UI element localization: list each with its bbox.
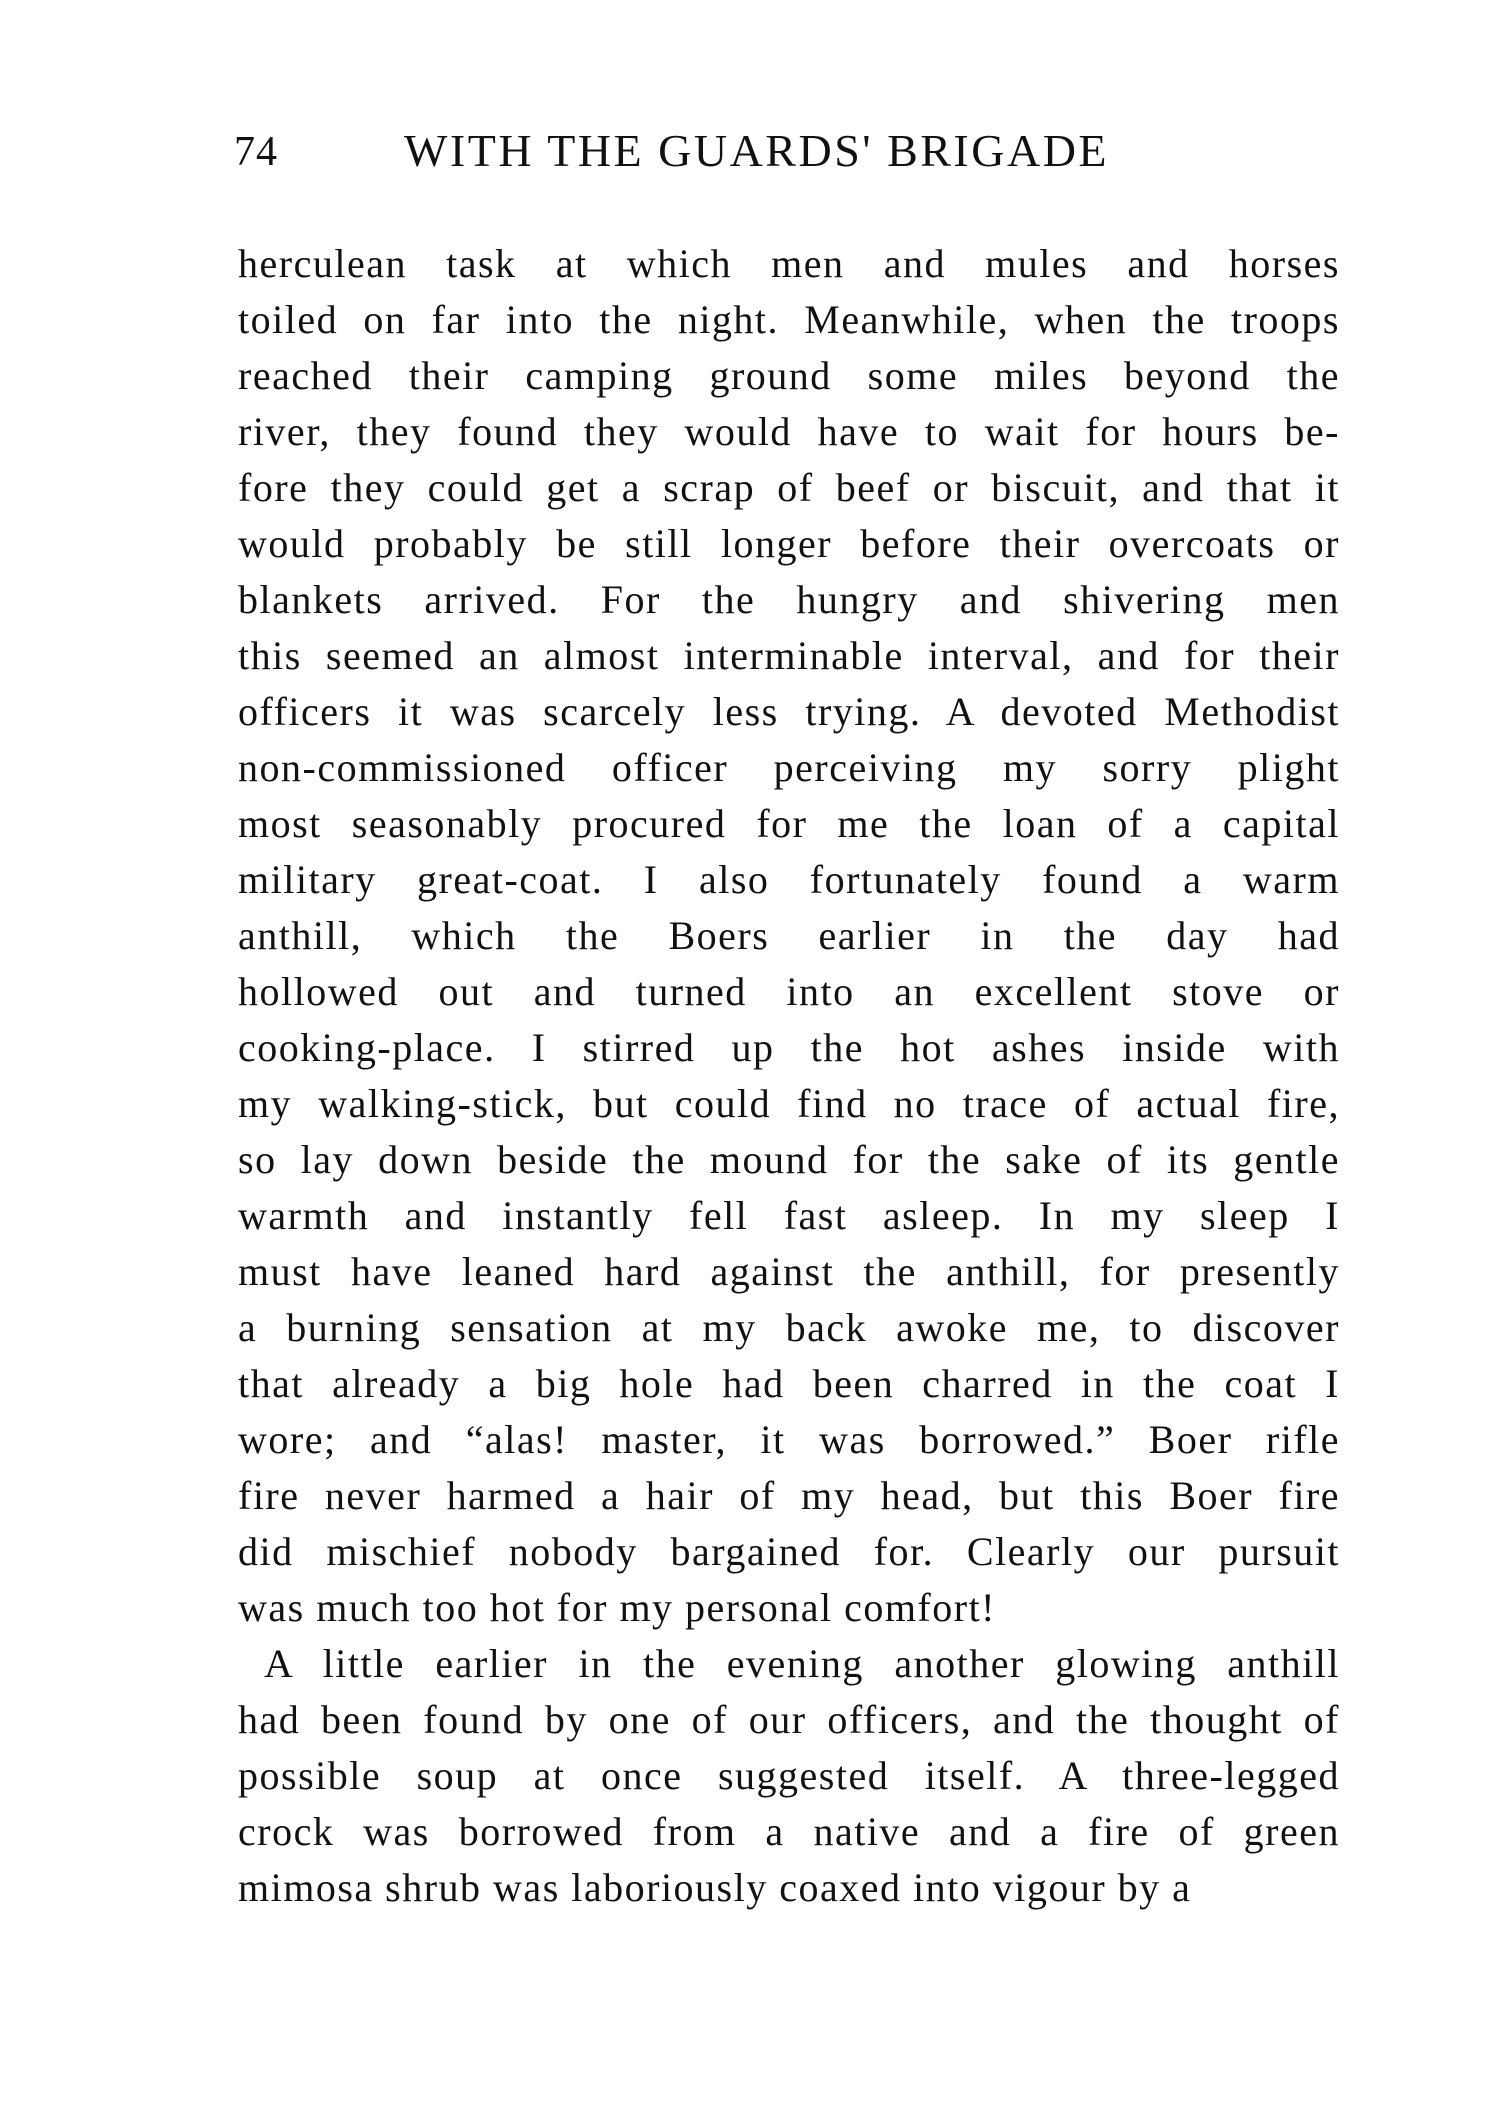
text-line: fire never harmed a hair of my head, but this Boer fire <box>238 1473 1340 1518</box>
text-line: most seasonably procured for me the loan of a capital <box>238 801 1340 846</box>
text-line: so lay down beside the mound for the sake of its gentle <box>238 1137 1340 1182</box>
text-line: possible soup at once suggested itself. A three-legged <box>238 1753 1340 1798</box>
text-line: must have leaned hard against the anthill, for presently <box>238 1249 1340 1294</box>
text-line: fore they could get a scrap of beef or biscuit, and that it <box>238 465 1340 510</box>
running-title: WITH THE GUARDS' BRIGADE <box>404 125 1110 176</box>
text-line: had been found by one of our officers, and the thought of <box>238 1697 1340 1742</box>
text-line: non-commissioned officer perceiving my sorry plight <box>238 745 1340 790</box>
text-line: my walking-stick, but could find no trace of actual fire, <box>238 1081 1340 1126</box>
text-line: that already a big hole had been charred in the coat I <box>238 1361 1340 1406</box>
text-line: herculean task at which men and mules and horses <box>238 241 1340 286</box>
text-line: would probably be still longer before their overcoats or <box>238 521 1340 566</box>
text-line: did mischief nobody bargained for. Clearly our pursuit <box>238 1529 1340 1574</box>
text-line: cooking-place. I stirred up the hot ashes inside with <box>238 1025 1340 1070</box>
page-header <box>234 125 1344 188</box>
text-line: reached their camping ground some miles beyond the <box>238 353 1340 398</box>
text-line: warmth and instantly fell fast asleep. In my sleep I <box>238 1193 1340 1238</box>
text-line: mimosa shrub was laboriously coaxed into vigour by a <box>238 1865 1192 1910</box>
text-line: was much too hot for my personal comfort! <box>238 1585 997 1630</box>
text-line: a burning sensation at my back awoke me, to discover <box>238 1305 1340 1350</box>
text-line: river, they found they would have to wait for hours be- <box>238 409 1340 454</box>
text-line: anthill, which the Boers earlier in the day had <box>238 913 1340 958</box>
text-line: hollowed out and turned into an excellent stove or <box>238 969 1340 1014</box>
text-line: wore; and “alas! master, it was borrowed.” Boer rifle <box>238 1417 1340 1462</box>
text-line: blankets arrived. For the hungry and shivering men <box>238 577 1340 622</box>
text-line: crock was borrowed from a native and a fire of green <box>238 1809 1340 1854</box>
paragraph <box>238 1636 1340 1916</box>
text-line: A little earlier in the evening another glowing anthill <box>264 1641 1340 1686</box>
page-number: 74 <box>234 129 278 175</box>
text-line: toiled on far into the night. Meanwhile, when the troops <box>238 297 1340 342</box>
text-line: officers it was scarcely less trying. A devoted Methodist <box>238 689 1340 734</box>
paragraph <box>238 236 1340 1636</box>
body-text <box>238 236 1340 1916</box>
text-line: this seemed an almost interminable interval, and for their <box>238 633 1340 678</box>
text-line: military great-coat. I also fortunately found a warm <box>238 857 1340 902</box>
